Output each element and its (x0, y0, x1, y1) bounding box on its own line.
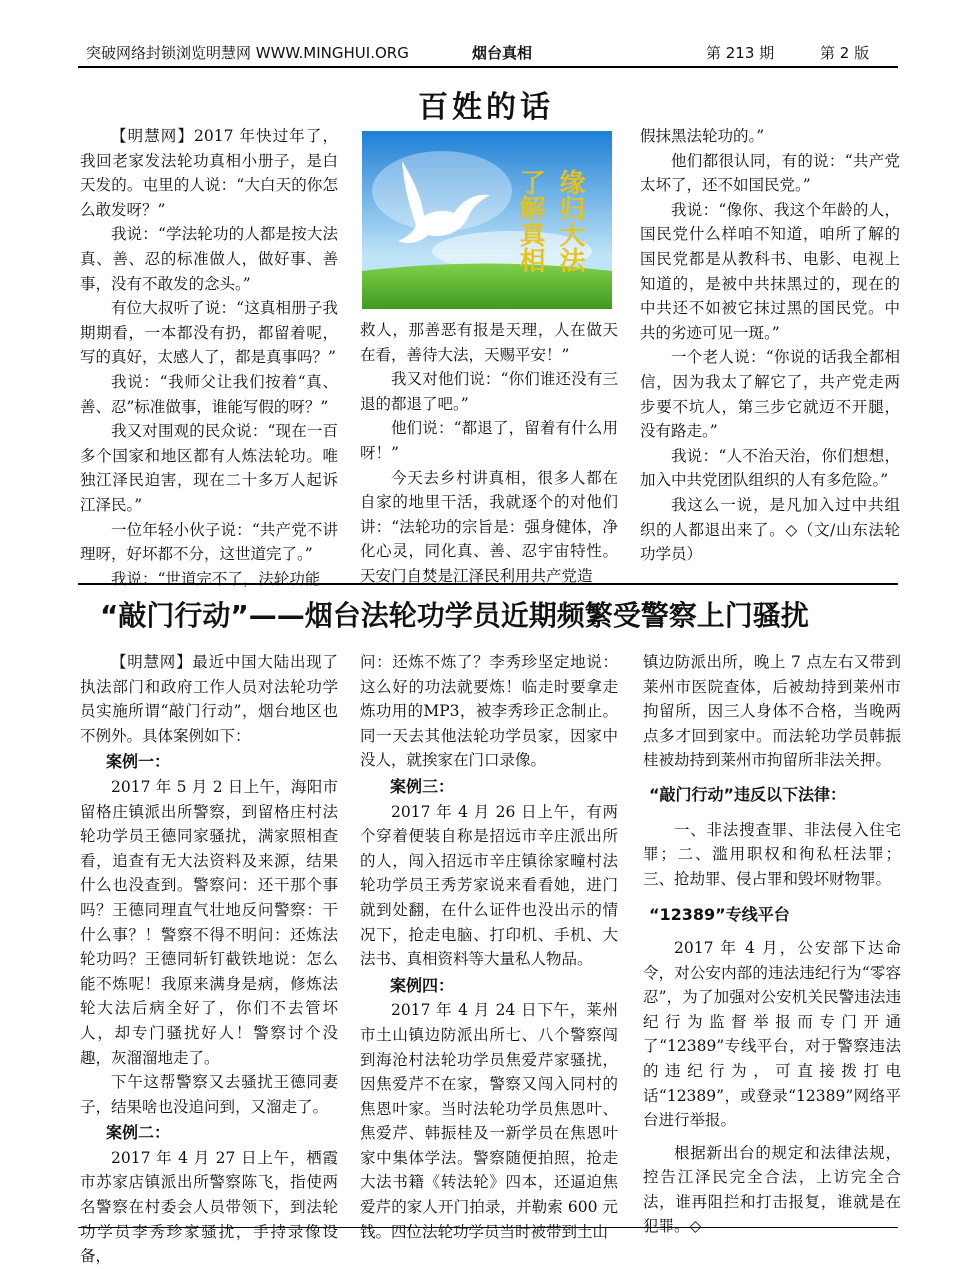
paragraph: 我说：“像你、我这个年龄的人，国民党什么样咱不知道，咱所了解的国民党都是从教科书、电影、电视上知道的，是被中共抹黑过的，现在的中共还不如被它抹过黑的国民党。中共的劣迹可见一斑。” (640, 200, 900, 342)
section1-column-1 (80, 124, 338, 591)
case2-heading: 案例二： (106, 1123, 171, 1143)
image-caption-2: 缘归大法 (555, 169, 585, 273)
paragraph: 2017 年 4 月 24 日下午，莱州市土山镇边防派出所七、八个警察闯到海沧村法轮功学员焦爱芹家骚扰，因焦爱芹不在家，警察又闯入同村的焦恩叶家。当时法轮功学员焦恩叶、焦爱芹、韩振桂及一新学员在焦恩叶家中集体学法。警察随便拍照，抢走大法书籍《转法轮》四本，还逼迫焦爱芹的家人开门拍录，并勒索 600 元钱。四位法轮功学员当时被带到土山 (360, 1001, 618, 1241)
paragraph: 【明慧网】最近中国大陆出现了执法部门和政府工作人员对法轮功学员实施所谓“敲门行动”，烟台地区也不例外。具体案例如下： (80, 653, 338, 745)
paragraph: 我说：“我师父让我们按着“真、善、忍”标准做事，谁能写假的呀？” (80, 372, 338, 416)
paragraph: 他们说：“都退了，留着有什么用呀！” (360, 419, 618, 462)
section-divider (78, 583, 898, 585)
paragraph: 【明慧网】2017 年快过年了，我回老家发法轮功真相小册子，是白天发的。屯里的人说：“大白天的你怎么敢发呀？” (80, 127, 338, 219)
section1-column-3 (640, 124, 900, 567)
section2-column-1 (80, 650, 338, 1269)
header-issue: 第 213 期 (706, 44, 775, 62)
dove-sky-image (362, 131, 612, 309)
section1-title: 百姓的话 (418, 90, 554, 125)
header-rule (78, 66, 898, 68)
paragraph: 根据新出台的规定和法律法规，控告江泽民完全合法，上访完全合法，谁再阻拦和打击报复，谁就是在犯罪。◇ (643, 1143, 901, 1236)
law-heading: “敲门行动”违反以下法律： (649, 784, 847, 804)
section2-title: “敲门行动”——烟台法轮功学员近期频繁受警察上门骚扰 (100, 599, 809, 632)
section1-column-2 (360, 318, 618, 589)
header-site-text: 突破网络封锁浏览明慧网 WWW.MINGHUI.ORG (86, 44, 409, 62)
case3-heading: 案例三： (390, 776, 455, 796)
paragraph: 我这么一说，是凡加入过中共组织的人都退出来了。◇（文/山东法轮功学员） (640, 495, 900, 564)
paragraph: 我说：“世道完不了，法轮功能 (111, 569, 321, 588)
paragraph: 2017 年 4 月，公安部下达命令，对公安内部的违法违纪行为“零容忍”，为了加强对公安机关民警违法违纪行为监督举报而专门开通了“12389”专线平台，对于警察违法的违纪行为，可直接拨打电话“12389”，或登录“12389”网络平台进行举报。 (643, 938, 901, 1130)
header-paper-name: 烟台真相 (472, 44, 533, 62)
paragraph: 一个老人说：“你说的话我全都相信，因为我太了解它了，共产党走两步要不坑人，第三步它就迈不开腿，没有路走。” (640, 348, 900, 441)
hotline-heading: “12389”专线平台 (649, 905, 790, 925)
paragraph: 镇边防派出所，晚上 7 点左右又带到莱州市医院查体，后被劫持到莱州市拘留所，因三人身体不合格，当晚两点多才回到家中。而法轮功学员韩振桂被劫持到莱州市拘留所非法关押。 (643, 653, 901, 770)
paragraph: 一、非法搜查罪、非法侵入住宅罪；二、滥用职权和徇私枉法罪；三、抢劫罪、侵占罪和毁坏财物罪。 (643, 820, 901, 888)
header-page: 第 2 版 (820, 44, 870, 62)
paragraph: 今天去乡村讲真相，很多人都在自家的地里干活，我就逐个的对他们讲：“法轮功的宗旨是：强身健体，净化心灵，同化真、善、忍宇宙特性。天安门自焚是江泽民利用共产党造 (360, 468, 618, 585)
paragraph: 一位年轻小伙子说：“共产党不讲理呀，好坏都不分，这世道完了。” (80, 520, 338, 564)
paragraph: 救人，那善恶有报是天理，人在做天在看，善待大法，天赐平安！” (360, 321, 618, 364)
case1-heading: 案例一： (106, 752, 171, 772)
paragraph: 2017 年 4 月 26 日上午，有两个穿着便装自称是招远市辛庄派出所的人，闯入招远市辛庄镇徐家疃村法轮功学员王秀芳家说来看看她，进门就到处翻，在什么证件也没出示的情况下，抢走电脑、打印机、手机、大法书、真相资料等大量私人物品。 (360, 802, 618, 969)
paragraph: 假抹黑法轮功的。” (640, 127, 765, 145)
section2-column-2 (360, 650, 618, 1244)
section2-column-3 (643, 650, 901, 1239)
case4-heading: 案例四： (390, 975, 455, 995)
paragraph: 我说：“学法轮功的人都是按大法真、善、忍的标准做人，做好事、善事，没有不敢发的念头。” (80, 225, 338, 293)
paragraph: 问：还炼不炼了？李秀珍坚定地说：这么好的功法就要炼！临走时要拿走炼功用的MP3，被李秀珍正念制止。同一天去其他法轮功学员家，因家中没人，就挨家在门口录像。 (360, 653, 618, 770)
paragraph: 2017 年 4 月 27 日上午，栖霞市苏家店镇派出所警察陈飞，指使两名警察在村委会人员带领下，到法轮功学员李秀珍家骚扰，手持录像设备， (80, 1148, 338, 1266)
footer-rule (78, 1227, 898, 1228)
paragraph: 下午这帮警察又去骚扰王德同妻子，结果啥也没追问到，又溜走了。 (80, 1073, 338, 1116)
paragraph: 他们都很认同，有的说：“共产党太坏了，还不如国民党。” (640, 151, 900, 195)
image-caption-1: 了解真相 (515, 169, 545, 273)
paragraph: 有位大叔听了说：“这真相册子我期期看，一本都没有扔，都留着呢，写的真好，太感人了，都是真事吗？” (80, 299, 338, 367)
paragraph: 我又对他们说：“你们谁还没有三退的都退了吧。” (360, 370, 618, 413)
paragraph: 2017 年 5 月 2 日上午，海阳市留格庄镇派出所警察，到留格庄村法轮功学员王德同家骚扰，满家照相查看，追查有无大法资料及来源，结果什么也没查到。警察问：还干那个事吗？王德同理直气壮地反问警察：干什么事？！警察不得不明问：还炼法轮功吗？王德同斩钉截铁地说：怎么能不炼呢！我原来满身是病，修炼法轮大法后病全好了，你们不去管坏人，却专门骚扰好人！警察讨个没趣，灰溜溜地走了。 (80, 777, 338, 1067)
paragraph: 我说：“人不治天治，你们想想，加入中共党团队组织的人有多危险。” (640, 446, 900, 490)
paragraph: 我又对围观的民众说：“现在一百多个国家和地区都有人炼法轮功。唯独江泽民迫害，现在二十多万人起诉江泽民。” (80, 422, 338, 514)
